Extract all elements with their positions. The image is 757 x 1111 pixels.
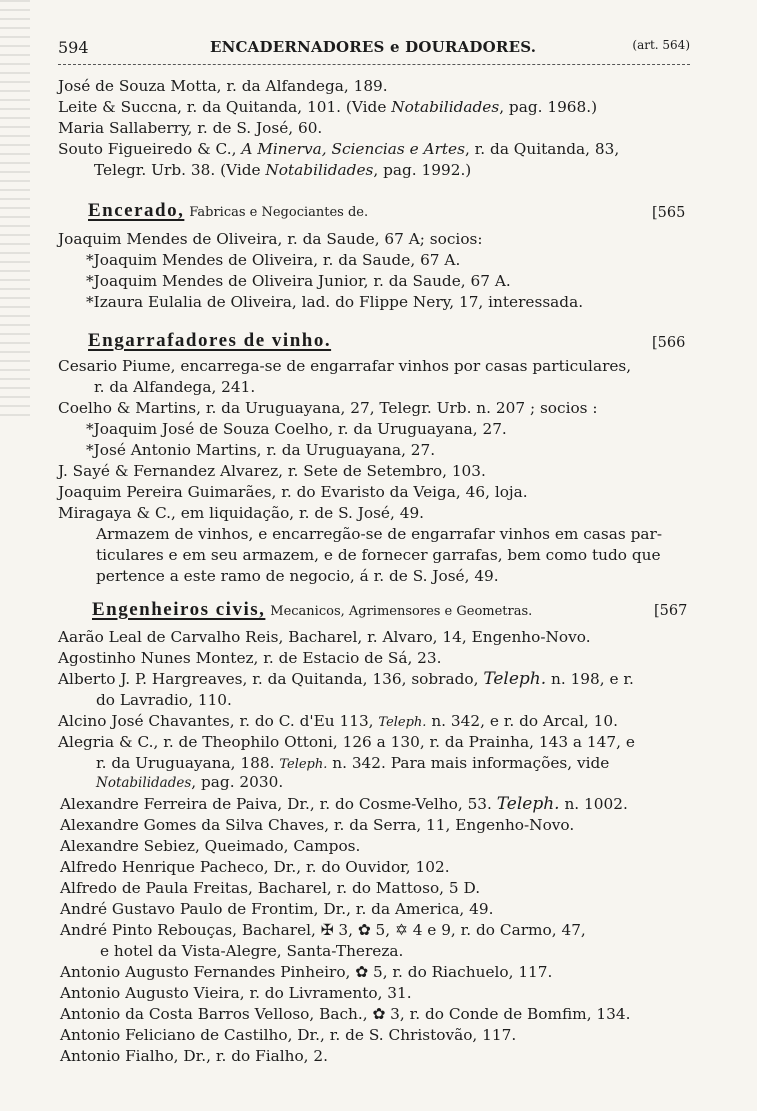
list-item: Antonio Augusto Vieira, r. do Livramento, 31. (60, 984, 412, 1002)
header-rule (58, 64, 690, 65)
article-reference: (art. 564) (632, 38, 690, 52)
list-item: do Lavradio, 110. (96, 691, 232, 709)
entry-text: Leite & Succna, r. da Quitanda, 101. (Vide (58, 98, 392, 116)
list-item: Alexandre Sebiez, Queimado, Campos. (60, 837, 361, 855)
list-item: Antonio Augusto Fernandes Pinheiro, ✿ 5, r. do Riachuelo, 117. (60, 963, 553, 981)
section-number: [566 (652, 335, 686, 351)
page-ref: , pag. 2030. (191, 773, 284, 791)
list-item: Alfredo de Paula Freitas, Bacharel, r. do Mattoso, 5 D. (60, 879, 481, 897)
italic-ref: Teleph. (483, 669, 547, 689)
italic-ref: Notabilidades (96, 775, 192, 791)
page-header (58, 38, 690, 62)
italic-ref: Teleph. (378, 715, 427, 730)
section-heading-engarrafadores (88, 331, 331, 351)
list-item: ticulares e em seu armazem, e de fornecer garrafas, bem como tudo que (96, 546, 661, 564)
list-item: *Joaquim José de Souza Coelho, r. da Uruguayana, 27. (86, 420, 507, 438)
list-item: Antonio Feliciano de Castilho, Dr., r. de S. Christovão, 117. (60, 1026, 517, 1044)
entry-tail: , r. da Quitanda, 83, (464, 140, 620, 158)
entry-text: Alcino José Chavantes, r. do C. d'Eu 113, (58, 712, 379, 730)
list-item: Joaquim Pereira Guimarães, r. do Evaristo da Veiga, 46, loja. (58, 483, 528, 501)
entry-tail: n. 1002. (559, 795, 628, 813)
entry-text: Alberto J. P. Hargreaves, r. da Quitanda, 136, sobrado, (58, 670, 484, 688)
list-item: Armazem de vinhos, e encarregão-se de engarrafar vinhos em casas par- (96, 525, 662, 543)
list-item: Coelho & Martins, r. da Uruguayana, 27, Telegr. Urb. n. 207 ; socios : (58, 399, 598, 417)
entry-souto-figueiredo (58, 139, 619, 159)
entry-jose-souza-motta: José de Souza Motta, r. da Alfandega, 189. (58, 77, 388, 95)
entry-text: Alexandre Ferreira de Paiva, Dr., r. do Cosme-Velho, 53. (60, 795, 497, 813)
entry-tail: n. 198, e r. (546, 670, 634, 688)
section-heading-encerado (88, 201, 368, 223)
list-item: Antonio da Costa Barros Velloso, Bach., ✿ 3, r. do Conde de Bomfim, 134. (60, 1005, 631, 1023)
list-item: Cesario Piume, encarrega-se de engarrafar vinhos por casas particulares, (58, 357, 632, 375)
italic-ref: Teleph. (279, 757, 328, 772)
page-number: 594 (58, 38, 89, 57)
italic-ref: Notabilidades (265, 161, 374, 179)
list-item: Aarão Leal de Carvalho Reis, Bacharel, r. Alvaro, 14, Engenho-Novo. (58, 628, 591, 646)
list-item: *Joaquim Mendes de Oliveira Junior, r. da Saude, 67 A. (86, 272, 511, 290)
list-item: r. da Alfandega, 241. (94, 378, 256, 396)
list-item: André Pinto Rebouças, Bacharel, ✠ 3, ✿ 5, ✡ 4 e 9, r. do Carmo, 47, (60, 921, 586, 939)
italic-ref: Notabilidades (391, 98, 500, 116)
list-item: Miragaya & C., em liquidação, r. de S. José, 49. (58, 504, 425, 522)
list-item: *Izaura Eulalia de Oliveira, lad. do Flippe Nery, 17, interessada. (86, 293, 584, 311)
section-title: Engarrafadores de vinho. (88, 330, 332, 351)
entry-text: Souto Figueiredo & C., (58, 140, 242, 158)
list-item: Joaquim Mendes de Oliveira, r. da Saude, 67 A; socios: (58, 230, 483, 248)
list-item (58, 669, 634, 689)
list-item: André Gustavo Paulo de Frontim, Dr., r. da America, 49. (60, 900, 494, 918)
section-number: [567 (654, 603, 688, 619)
italic-ref: A Minerva, Sciencias e Artes (241, 140, 465, 158)
section-subtitle: Fabricas e Negociantes de. (189, 205, 369, 220)
list-item: Antonio Fialho, Dr., r. do Fialho, 2. (60, 1047, 328, 1065)
section-title: Engenheiros civis, (92, 599, 266, 620)
section-number: [565 (652, 205, 686, 221)
list-item (96, 772, 283, 793)
entry-souto-telegr (94, 160, 471, 180)
entry-maria-sallaberry: Maria Sallaberry, r. de S. José, 60. (58, 119, 323, 137)
scan-edge-artifact (0, 0, 30, 420)
page-ref: , pag. 1968.) (499, 98, 598, 116)
section-subtitle: Mecanicos, Agrimensores e Geometras. (270, 604, 533, 619)
italic-ref: Teleph. (496, 794, 560, 814)
list-item: *Joaquim Mendes de Oliveira, r. da Saude, 67 A. (86, 251, 461, 269)
list-item: Alfredo Henrique Pacheco, Dr., r. do Ouvidor, 102. (60, 858, 450, 876)
list-item (60, 794, 628, 814)
entry-tail: n. 342. Para mais informações, vide (327, 754, 610, 772)
list-item (58, 711, 618, 733)
list-item: *José Antonio Martins, r. da Uruguayana, 27. (86, 441, 436, 459)
running-title: ENCADERNADORES e DOURADORES. (210, 38, 537, 56)
list-item: e hotel da Vista-Alegre, Santa-Thereza. (100, 942, 404, 960)
list-item: J. Sayé & Fernandez Alvarez, r. Sete de Setembro, 103. (58, 462, 486, 480)
entry-leite-succna (58, 97, 597, 117)
entry-text: r. da Uruguayana, 188. (96, 754, 280, 772)
entry-tail: n. 342, e r. do Arcal, 10. (426, 712, 618, 730)
page-ref: , pag. 1992.) (373, 161, 472, 179)
entry-text: Telegr. Urb. 38. (Vide (94, 161, 266, 179)
list-item: Agostinho Nunes Montez, r. de Estacio de Sá, 23. (58, 649, 442, 667)
list-item: Alexandre Gomes da Silva Chaves, r. da Serra, 11, Engenho-Novo. (60, 816, 575, 834)
section-title: Encerado, (88, 200, 185, 221)
list-item: Alegria & C., r. de Theophilo Ottoni, 126 a 130, r. da Prainha, 143 a 147, e (58, 733, 635, 751)
list-item: pertence a este ramo de negocio, á r. de S. José, 49. (96, 567, 499, 585)
section-heading-engenheiros (92, 600, 532, 622)
